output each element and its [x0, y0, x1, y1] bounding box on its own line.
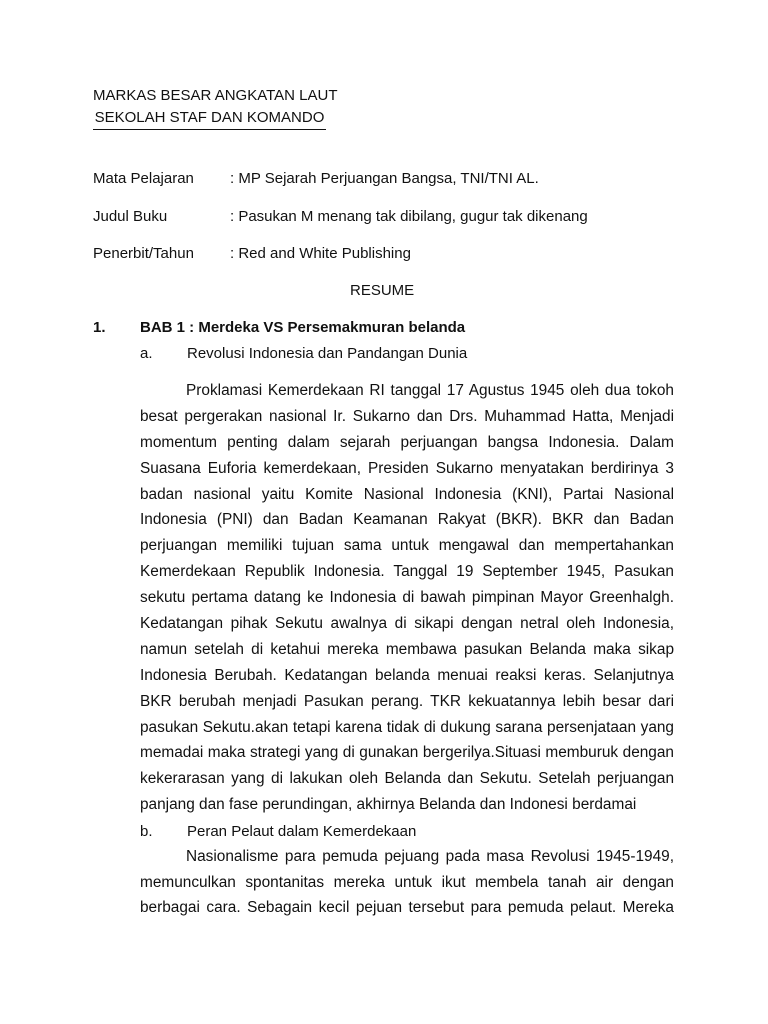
subsection-b-letter: b. — [140, 823, 153, 840]
section-title: BAB 1 : Merdeka VS Persemakmuran belanda — [140, 319, 466, 336]
meta-value-subject: : MP Sejarah Perjuangan Bangsa, TNI/TNI AL. — [230, 170, 539, 187]
resume-title: RESUME — [350, 282, 415, 299]
paragraph-line: memunculkan spontanitas mereka untuk ikut membela tanah air dengan — [140, 873, 674, 891]
paragraph-line: Nasionalisme para pemuda pejuang pada masa Revolusi 1945-1949, — [186, 848, 674, 865]
subsection-a-title: Revolusi Indonesia dan Pandangan Dunia — [187, 345, 468, 362]
meta-label-book-title: Judul Buku — [93, 208, 168, 225]
paragraph-line: pasukan Sekutu.akan tetapi karena tidak di dukung sarana persenjataan yang — [140, 718, 674, 736]
paragraph-line: Kemerdekaan Republik Indonesia. Tanggal 19 September 1945, Pasukan — [140, 563, 674, 581]
paragraph-line: momentum penting dalam sejarah perjuangan bangsa Indonesia. Dalam — [140, 433, 674, 451]
meta-value-book-title: : Pasukan M menang tak dibilang, gugur tak dikenang — [230, 208, 588, 225]
subsection-a-paragraph — [140, 382, 674, 822]
paragraph-line: badan nasional yaitu Komite Nasional Indonesia (KNI), Partai Nasional — [140, 485, 674, 503]
subsection-a-letter: a. — [140, 345, 153, 362]
paragraph-line: berbagai cara. Sebagain kecil pejuan tersebut para pemuda pelaut. Mereka — [140, 899, 674, 916]
subsection-b-paragraph — [140, 848, 674, 925]
paragraph-line: panjang dan fase perundingan, akhirnya Belanda dan Indonesi berdamai — [140, 796, 637, 814]
paragraph-line: Indonesia Berubah. Kedatangan belanda menuai reaksi keras. Selanjutnya — [140, 666, 674, 684]
paragraph-line: kekerarasan yang di lakukan oleh Belanda dan Sekutu. Setelah perjuangan — [140, 770, 674, 788]
header-line-1: MARKAS BESAR ANGKATAN LAUT — [93, 87, 338, 104]
paragraph-line: memadai maka strategi yang di gunakan bergerilya.Situasi memburuk dengan — [140, 744, 674, 762]
section-number: 1. — [93, 319, 106, 336]
subsection-b-title: Peran Pelaut dalam Kemerdekaan — [187, 823, 417, 840]
paragraph-line: namun setelah di ketahui mereka membawa pasukan Belanda maka sikap — [140, 640, 674, 658]
paragraph-line: BKR berubah menjadi Pasukan perang. TKR kekuatannya lebih besar dari — [140, 692, 674, 710]
paragraph-line: Suasana Euforia kemerdekaan, Presiden Sukarno menyatakan berdirinya 3 — [140, 459, 674, 477]
paragraph-line: Kedatangan pihak Sekutu awalnya di sikapi dengan netral oleh Indonesia, — [140, 615, 674, 633]
header-line-2: SEKOLAH STAF DAN KOMANDO — [93, 109, 326, 130]
meta-value-publisher: : Red and White Publishing — [230, 245, 411, 262]
paragraph-line: perjuangan memiliki tujuan sama untuk mengawal dan mempertahankan — [140, 537, 674, 555]
paragraph-line: sekutu pertama datang ke Indonesia di bawah pimpinan Mayor Greenhalgh. — [140, 589, 674, 607]
paragraph-line: Proklamasi Kemerdekaan RI tanggal 17 Agustus 1945 oleh dua tokoh — [186, 382, 674, 399]
meta-label-publisher: Penerbit/Tahun — [93, 245, 194, 262]
meta-label-subject: Mata Pelajaran — [93, 170, 194, 187]
paragraph-line: besat pergerakan nasional Ir. Sukarno dan Drs. Muhammad Hatta, Menjadi — [140, 407, 674, 425]
paragraph-line: Indonesia (PNI) dan Badan Keamanan Rakyat (BKR). BKR dan Badan — [140, 511, 674, 529]
